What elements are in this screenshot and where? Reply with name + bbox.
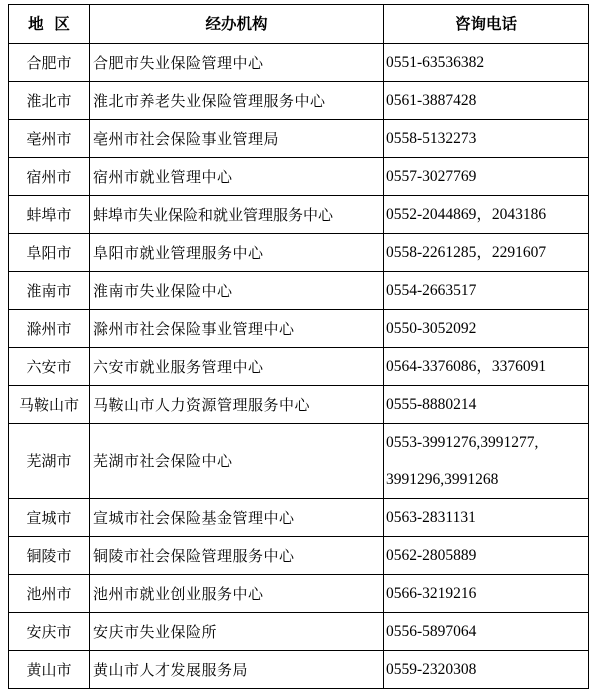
region-cell: 阜阳市: [9, 234, 90, 272]
agency-cell: 芜湖市社会保险中心: [90, 424, 384, 499]
region-cell: 安庆市: [9, 613, 90, 651]
header-phone: 咨询电话: [384, 5, 589, 44]
phone-cell: 0566-3219216: [384, 575, 589, 613]
agency-cell: 合肥市失业保险管理中心: [90, 44, 384, 82]
phone-cell: 0562-2805889: [384, 537, 589, 575]
phone-cell: 0550-3052092: [384, 310, 589, 348]
phone-cell: 0561-3887428: [384, 82, 589, 120]
table-row: [9, 44, 589, 82]
table-row: [9, 386, 589, 424]
agency-cell: 安庆市失业保险所: [90, 613, 384, 651]
phone-cell: [384, 424, 589, 499]
phone-cell: 0556-5897064: [384, 613, 589, 651]
header-agency: 经办机构: [90, 5, 384, 44]
agency-cell: 宿州市就业管理中心: [90, 158, 384, 196]
agency-cell: 马鞍山市人力资源管理服务中心: [90, 386, 384, 424]
table-row: [9, 424, 589, 499]
region-cell: 六安市: [9, 348, 90, 386]
agency-cell: 淮南市失业保险中心: [90, 272, 384, 310]
agency-cell: 滁州市社会保险事业管理中心: [90, 310, 384, 348]
phone-cell: 0551-63536382: [384, 44, 589, 82]
phone-cell: 0554-2663517: [384, 272, 589, 310]
agency-cell: 六安市就业服务管理中心: [90, 348, 384, 386]
agency-cell: 蚌埠市失业保险和就业管理服务中心: [90, 196, 384, 234]
header-region: 地 区: [9, 5, 90, 44]
agency-cell: 亳州市社会保险事业管理局: [90, 120, 384, 158]
table-row: [9, 575, 589, 613]
agency-cell: 池州市就业创业服务中心: [90, 575, 384, 613]
region-cell: 合肥市: [9, 44, 90, 82]
table-row: [9, 120, 589, 158]
region-cell: 铜陵市: [9, 537, 90, 575]
table-row: [9, 158, 589, 196]
table-row: [9, 82, 589, 120]
agency-cell: 阜阳市就业管理服务中心: [90, 234, 384, 272]
phone-cell: 0557-3027769: [384, 158, 589, 196]
region-cell: 淮南市: [9, 272, 90, 310]
region-cell: 黄山市: [9, 651, 90, 689]
region-cell: 宣城市: [9, 499, 90, 537]
region-cell: 滁州市: [9, 310, 90, 348]
contact-table-container: [8, 4, 589, 689]
phone-line-1: 0553-3991276,3991277,: [386, 433, 539, 451]
table-header-row: [9, 5, 589, 44]
table-row: [9, 310, 589, 348]
table-row: [9, 537, 589, 575]
agency-cell: 宣城市社会保险基金管理中心: [90, 499, 384, 537]
table-row: [9, 651, 589, 689]
phone-cell: 0559-2320308: [384, 651, 589, 689]
table-row: [9, 499, 589, 537]
table-row: [9, 196, 589, 234]
region-cell: 淮北市: [9, 82, 90, 120]
table-row: [9, 234, 589, 272]
phone-cell: 0558-2261285，2291607: [384, 234, 589, 272]
phone-cell: 0552-2044869，2043186: [384, 196, 589, 234]
region-cell: 宿州市: [9, 158, 90, 196]
phone-cell: 0564-3376086，3376091: [384, 348, 589, 386]
region-cell: 亳州市: [9, 120, 90, 158]
table-row: [9, 613, 589, 651]
phone-cell: 0558-5132273: [384, 120, 589, 158]
agency-cell: 黄山市人才发展服务局: [90, 651, 384, 689]
region-cell: 蚌埠市: [9, 196, 90, 234]
region-cell: 马鞍山市: [9, 386, 90, 424]
agency-cell: 淮北市养老失业保险管理服务中心: [90, 82, 384, 120]
phone-cell: 0555-8880214: [384, 386, 589, 424]
agency-cell: 铜陵市社会保险管理服务中心: [90, 537, 384, 575]
phone-line-2: 3991296,3991268: [386, 470, 499, 488]
contact-table: [8, 4, 589, 689]
phone-cell: 0563-2831131: [384, 499, 589, 537]
table-row: [9, 272, 589, 310]
region-cell: 芜湖市: [9, 424, 90, 499]
region-cell: 池州市: [9, 575, 90, 613]
table-row: [9, 348, 589, 386]
